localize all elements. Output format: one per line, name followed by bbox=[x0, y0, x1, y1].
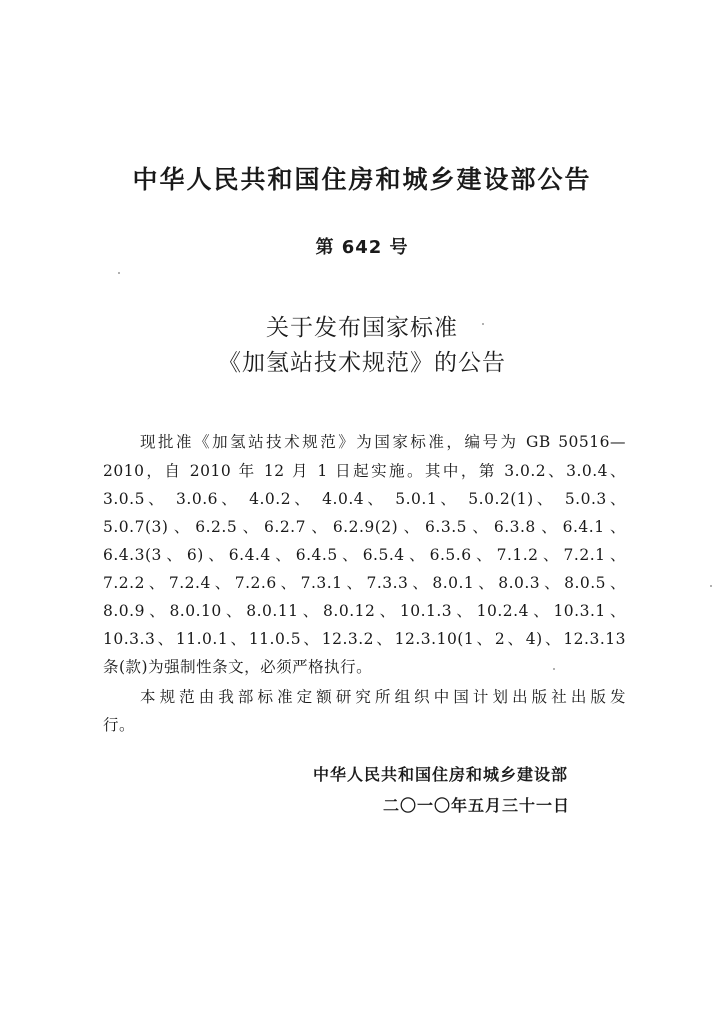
body-line: 行。 bbox=[103, 716, 136, 734]
body-line: 本规范由我部标准定额研究所组织中国计划出版社出版发 bbox=[140, 688, 626, 706]
body-line: 10.3.3、11.0.1、11.0.5、12.3.2、12.3.10(1、2、4)、12.3.13 bbox=[103, 630, 626, 648]
body-line: 6.4.3(3、6)、6.4.4、6.4.5、6.5.4、6.5.6、7.1.2、7.2.1、 bbox=[103, 546, 626, 564]
issuing-department: 中华人民共和国住房和城乡建设部 bbox=[313, 765, 569, 784]
body-line: 条(款)为强制性条文，必须严格执行。 bbox=[103, 658, 373, 676]
body-line: 2010，自 2010 年 12 月 1 日起实施。其中，第 3.0.2、3.0.4、 bbox=[103, 462, 626, 480]
body-line: 现批准《加氢站技术规范》为国家标准，编号为 GB 50516— bbox=[140, 433, 626, 451]
scan-speck bbox=[482, 323, 484, 325]
issue-date: 二〇一〇年五月三十一日 bbox=[383, 796, 571, 815]
notice-title-line-2: 《加氢站技术规范》的公告 bbox=[218, 350, 506, 376]
announcement-number: 第 642 号 bbox=[315, 237, 409, 258]
scan-speck bbox=[710, 585, 712, 587]
body-line: 5.0.7(3)、6.2.5、6.2.7、6.2.9(2)、6.3.5、6.3.8、6.4.1、 bbox=[103, 518, 626, 536]
body-line: 8.0.9、8.0.10、8.0.11、8.0.12、10.1.3、10.2.4、10.3.1、 bbox=[103, 602, 626, 620]
body-line: 7.2.2、7.2.4、7.2.6、7.3.1、7.3.3、8.0.1、8.0.3、8.0.5、 bbox=[103, 574, 626, 592]
scan-speck bbox=[553, 668, 555, 670]
scan-speck bbox=[118, 272, 120, 274]
body-line: 3.0.5、 3.0.6、 4.0.2、 4.0.4、 5.0.1、 5.0.2(1)、 5.0.3、 bbox=[103, 490, 626, 508]
notice-title-line-1: 关于发布国家标准 bbox=[266, 315, 458, 341]
page-title: 中华人民共和国住房和城乡建设部公告 bbox=[132, 165, 592, 194]
